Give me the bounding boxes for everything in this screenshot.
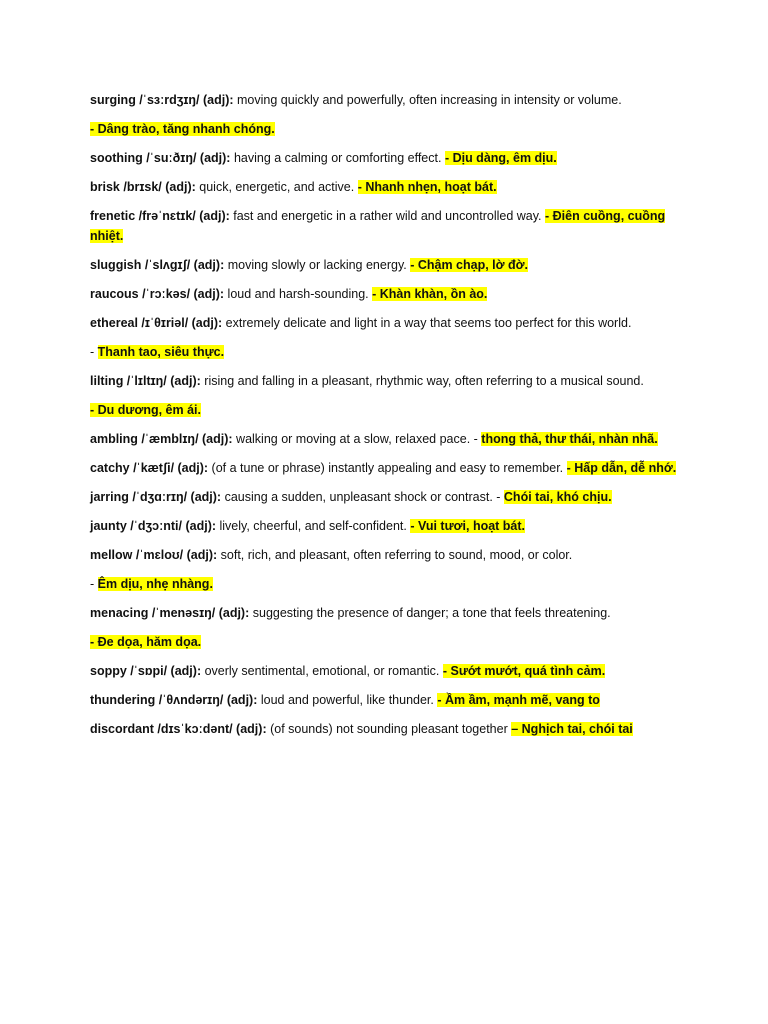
entry-translation: Chói tai, khó chịu. xyxy=(503,490,612,504)
entry-translation: - Nhanh nhẹn, hoạt bát. xyxy=(357,180,497,194)
entry-translation: - Chậm chạp, lờ đờ. xyxy=(410,258,529,272)
entry-translation: thong thả, thư thái, nhàn nhã. xyxy=(481,432,658,446)
entry-definition: moving quickly and powerfully, often increasing in intensity or volume. xyxy=(233,93,622,107)
entry-brisk xyxy=(90,177,688,197)
entry-jarring xyxy=(90,487,688,507)
entry-definition: quick, energetic, and active. xyxy=(195,180,358,194)
entry-thundering xyxy=(90,690,688,710)
entry-definition: walking or moving at a slow, relaxed pace. - xyxy=(232,432,482,446)
entry-jaunty xyxy=(90,516,688,536)
entry-translation: - Sướt mướt, quá tình cảm. xyxy=(442,664,606,678)
entry-raucous xyxy=(90,284,688,304)
entry-headword: surging /ˈsɜːrdʒɪŋ/ (adj): xyxy=(90,93,234,107)
entry-definition: causing a sudden, unpleasant shock or contrast. - xyxy=(221,490,504,504)
entry-headword: frenetic /frəˈnɛtɪk/ (adj): xyxy=(90,209,230,223)
entry-definition: lively, cheerful, and self-confident. xyxy=(216,519,411,533)
entry-headword: thundering /ˈθʌndərɪŋ/ (adj): xyxy=(90,693,258,707)
entry-translation: – Nghịch tai, chói tai xyxy=(511,722,633,736)
entry-translation: - Hấp dẫn, dễ nhớ. xyxy=(566,461,677,475)
entry-headword: menacing /ˈmenəsɪŋ/ (adj): xyxy=(90,606,250,620)
entry-lilting-translation xyxy=(90,400,688,420)
entry-translation: - Dâng trào, tăng nhanh chóng. xyxy=(90,122,275,136)
entry-discordant xyxy=(90,719,688,739)
entry-mellow xyxy=(90,545,688,565)
entry-translation: - Dịu dàng, êm dịu. xyxy=(444,151,557,165)
entry-menacing-translation xyxy=(90,632,688,652)
entry-sluggish xyxy=(90,255,688,275)
entry-headword: brisk /brɪsk/ (adj): xyxy=(90,180,196,194)
entry-menacing xyxy=(90,603,688,623)
entry-definition: loud and harsh-sounding. xyxy=(224,287,373,301)
entry-headword: lilting /ˈlɪltɪŋ/ (adj): xyxy=(90,374,201,388)
entry-catchy xyxy=(90,458,688,478)
entry-lilting xyxy=(90,371,688,391)
entry-headword: soppy /ˈsɒpi/ (adj): xyxy=(90,664,202,678)
entry-translation: - Vui tươi, hoạt bát. xyxy=(410,519,526,533)
entry-headword: jaunty /ˈdʒɔːnti/ (adj): xyxy=(90,519,217,533)
entry-ethereal xyxy=(90,313,688,333)
entry-ambling xyxy=(90,429,688,449)
entry-ethereal-translation xyxy=(90,342,688,362)
entry-translation: - Khàn khàn, ồn ào. xyxy=(372,287,488,301)
entry-translation: Thanh tao, siêu thực. xyxy=(97,345,225,359)
entry-translation: Êm dịu, nhẹ nhàng. xyxy=(97,577,213,591)
entry-definition: suggesting the presence of danger; a tone that feels threatening. xyxy=(249,606,611,620)
entry-headword: ethereal /ɪˈθɪriəl/ (adj): xyxy=(90,316,223,330)
entry-mellow-translation xyxy=(90,574,688,594)
entry-headword: raucous /ˈrɔːkəs/ (adj): xyxy=(90,287,225,301)
entry-definition: having a calming or comforting effect. xyxy=(230,151,445,165)
entry-soothing xyxy=(90,148,688,168)
entry-definition: overly sentimental, emotional, or romantic. xyxy=(201,664,443,678)
entry-definition: rising and falling in a pleasant, rhythmic way, often referring to a musical sound. xyxy=(200,374,644,388)
entry-headword: catchy /ˈkætʃi/ (adj): xyxy=(90,461,209,475)
entry-definition: (of sounds) not sounding pleasant together xyxy=(266,722,512,736)
entry-definition: moving slowly or lacking energy. xyxy=(224,258,411,272)
entry-separator: - xyxy=(90,345,98,359)
entry-definition: soft, rich, and pleasant, often referring to sound, mood, or color. xyxy=(217,548,573,562)
entry-soppy xyxy=(90,661,688,681)
entry-definition: loud and powerful, like thunder. xyxy=(257,693,438,707)
entry-headword: mellow /ˈmɛloʊ/ (adj): xyxy=(90,548,218,562)
entry-headword: soothing /ˈsuːðɪŋ/ (adj): xyxy=(90,151,231,165)
entry-definition: fast and energetic in a rather wild and uncontrolled way. xyxy=(229,209,545,223)
entry-frenetic xyxy=(90,206,688,246)
entry-translation: - Du dương, êm ái. xyxy=(90,403,201,417)
entry-surging xyxy=(90,90,688,110)
entry-translation: - Ầm ầm, mạnh mẽ, vang to xyxy=(437,693,600,707)
entry-separator: - xyxy=(90,577,98,591)
entry-surging-translation xyxy=(90,119,688,139)
entry-translation: - Điên cuồng, cuồng nhiệt. xyxy=(90,209,666,243)
entry-definition: extremely delicate and light in a way that seems too perfect for this world. xyxy=(222,316,632,330)
entry-definition: (of a tune or phrase) instantly appealing and easy to remember. xyxy=(208,461,567,475)
entry-headword: sluggish /ˈslʌgɪʃ/ (adj): xyxy=(90,258,225,272)
entry-headword: discordant /dɪsˈkɔːdənt/ (adj): xyxy=(90,722,267,736)
entry-headword: jarring /ˈdʒɑːrɪŋ/ (adj): xyxy=(90,490,222,504)
entry-translation: - Đe dọa, hăm dọa. xyxy=(90,635,202,649)
entry-headword: ambling /ˈæmblɪŋ/ (adj): xyxy=(90,432,233,446)
